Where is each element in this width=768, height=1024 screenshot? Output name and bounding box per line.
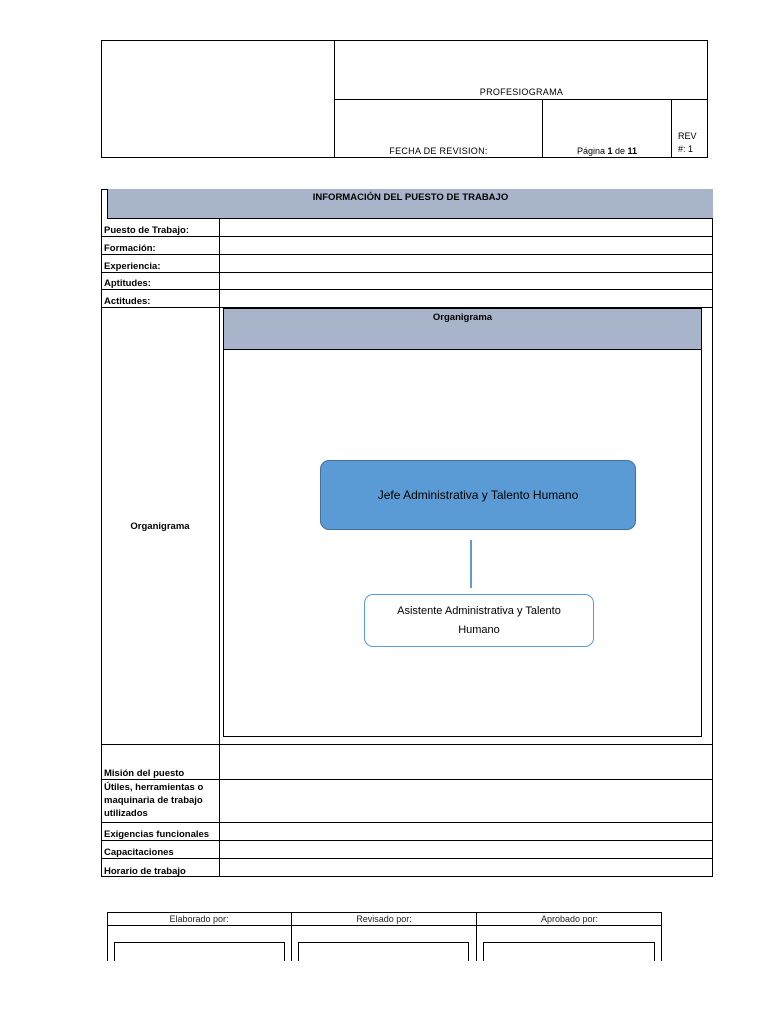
section-title: INFORMACIÓN DEL PUESTO DE TRABAJO [312, 192, 509, 203]
field-actitudes: Actitudes: [101, 290, 219, 308]
document-title: PROFESIOGRAMA [335, 40, 708, 100]
section-header [107, 189, 713, 219]
page-total: 11 [627, 146, 638, 156]
org-node-assistant-line2: Humano [458, 623, 500, 636]
page-prefix: Página [576, 146, 605, 156]
rev-value: #: 1 [678, 144, 694, 154]
field-horario-value[interactable] [220, 859, 713, 877]
signature-aprobado-label: Aprobado por: [540, 914, 599, 924]
signature-elaborado-label: Elaborado por: [169, 914, 229, 924]
field-exigencias-value[interactable] [220, 823, 713, 841]
field-utiles-line1: Útiles, herramientas o [104, 782, 204, 793]
field-capacitaciones-value[interactable] [220, 841, 713, 859]
revision-date-label: FECHA DE REVISION: [389, 146, 488, 156]
org-node-boss [320, 460, 636, 530]
signature-elaborado-box[interactable] [114, 942, 285, 961]
field-exigencias: Exigencias funcionales [101, 823, 219, 841]
field-utiles-line2: maquinaria de trabajo [104, 795, 203, 806]
org-node-assistant-line1: Asistente Administrativa y Talento [397, 604, 561, 617]
field-formacion-value[interactable] [220, 237, 713, 255]
org-chart-header [224, 309, 701, 350]
page-current: 1 [607, 146, 613, 156]
field-aptitudes-value[interactable] [220, 273, 713, 290]
org-chart-title: Organigrama [432, 312, 493, 323]
revision-box [678, 130, 708, 156]
field-experiencia: Experiencia: [101, 255, 219, 273]
field-actitudes-value[interactable] [220, 290, 713, 308]
field-puesto: Puesto de Trabajo: [101, 219, 219, 237]
field-puesto-value[interactable] [220, 219, 713, 237]
field-organigrama-label: Organigrama [130, 520, 190, 532]
field-organigrama [101, 308, 219, 745]
field-mision: Misión del puesto [101, 745, 219, 780]
logo-area [101, 40, 335, 158]
signature-aprobado-box[interactable] [483, 942, 655, 961]
field-capacitaciones: Capacitaciones [101, 841, 219, 859]
page-of: de [615, 146, 626, 156]
field-utiles [101, 780, 219, 823]
org-node-boss-label: Jefe Administrativa y Talento Humano [377, 488, 579, 502]
rev-label: REV [678, 131, 697, 141]
field-mision-value[interactable] [220, 745, 713, 780]
field-utiles-line3: utilizados [104, 808, 148, 819]
signature-revisado-box[interactable] [298, 942, 469, 961]
org-connector [470, 540, 472, 588]
field-horario: Horario de trabajo [104, 866, 186, 877]
field-utiles-value[interactable] [220, 780, 713, 823]
field-formacion: Formación: [101, 237, 219, 255]
org-node-assistant [364, 594, 594, 647]
page-number [542, 100, 672, 158]
field-experiencia-value[interactable] [220, 255, 713, 273]
signature-revisado-label: Revisado por: [356, 914, 412, 924]
field-aptitudes: Aptitudes: [101, 273, 219, 290]
